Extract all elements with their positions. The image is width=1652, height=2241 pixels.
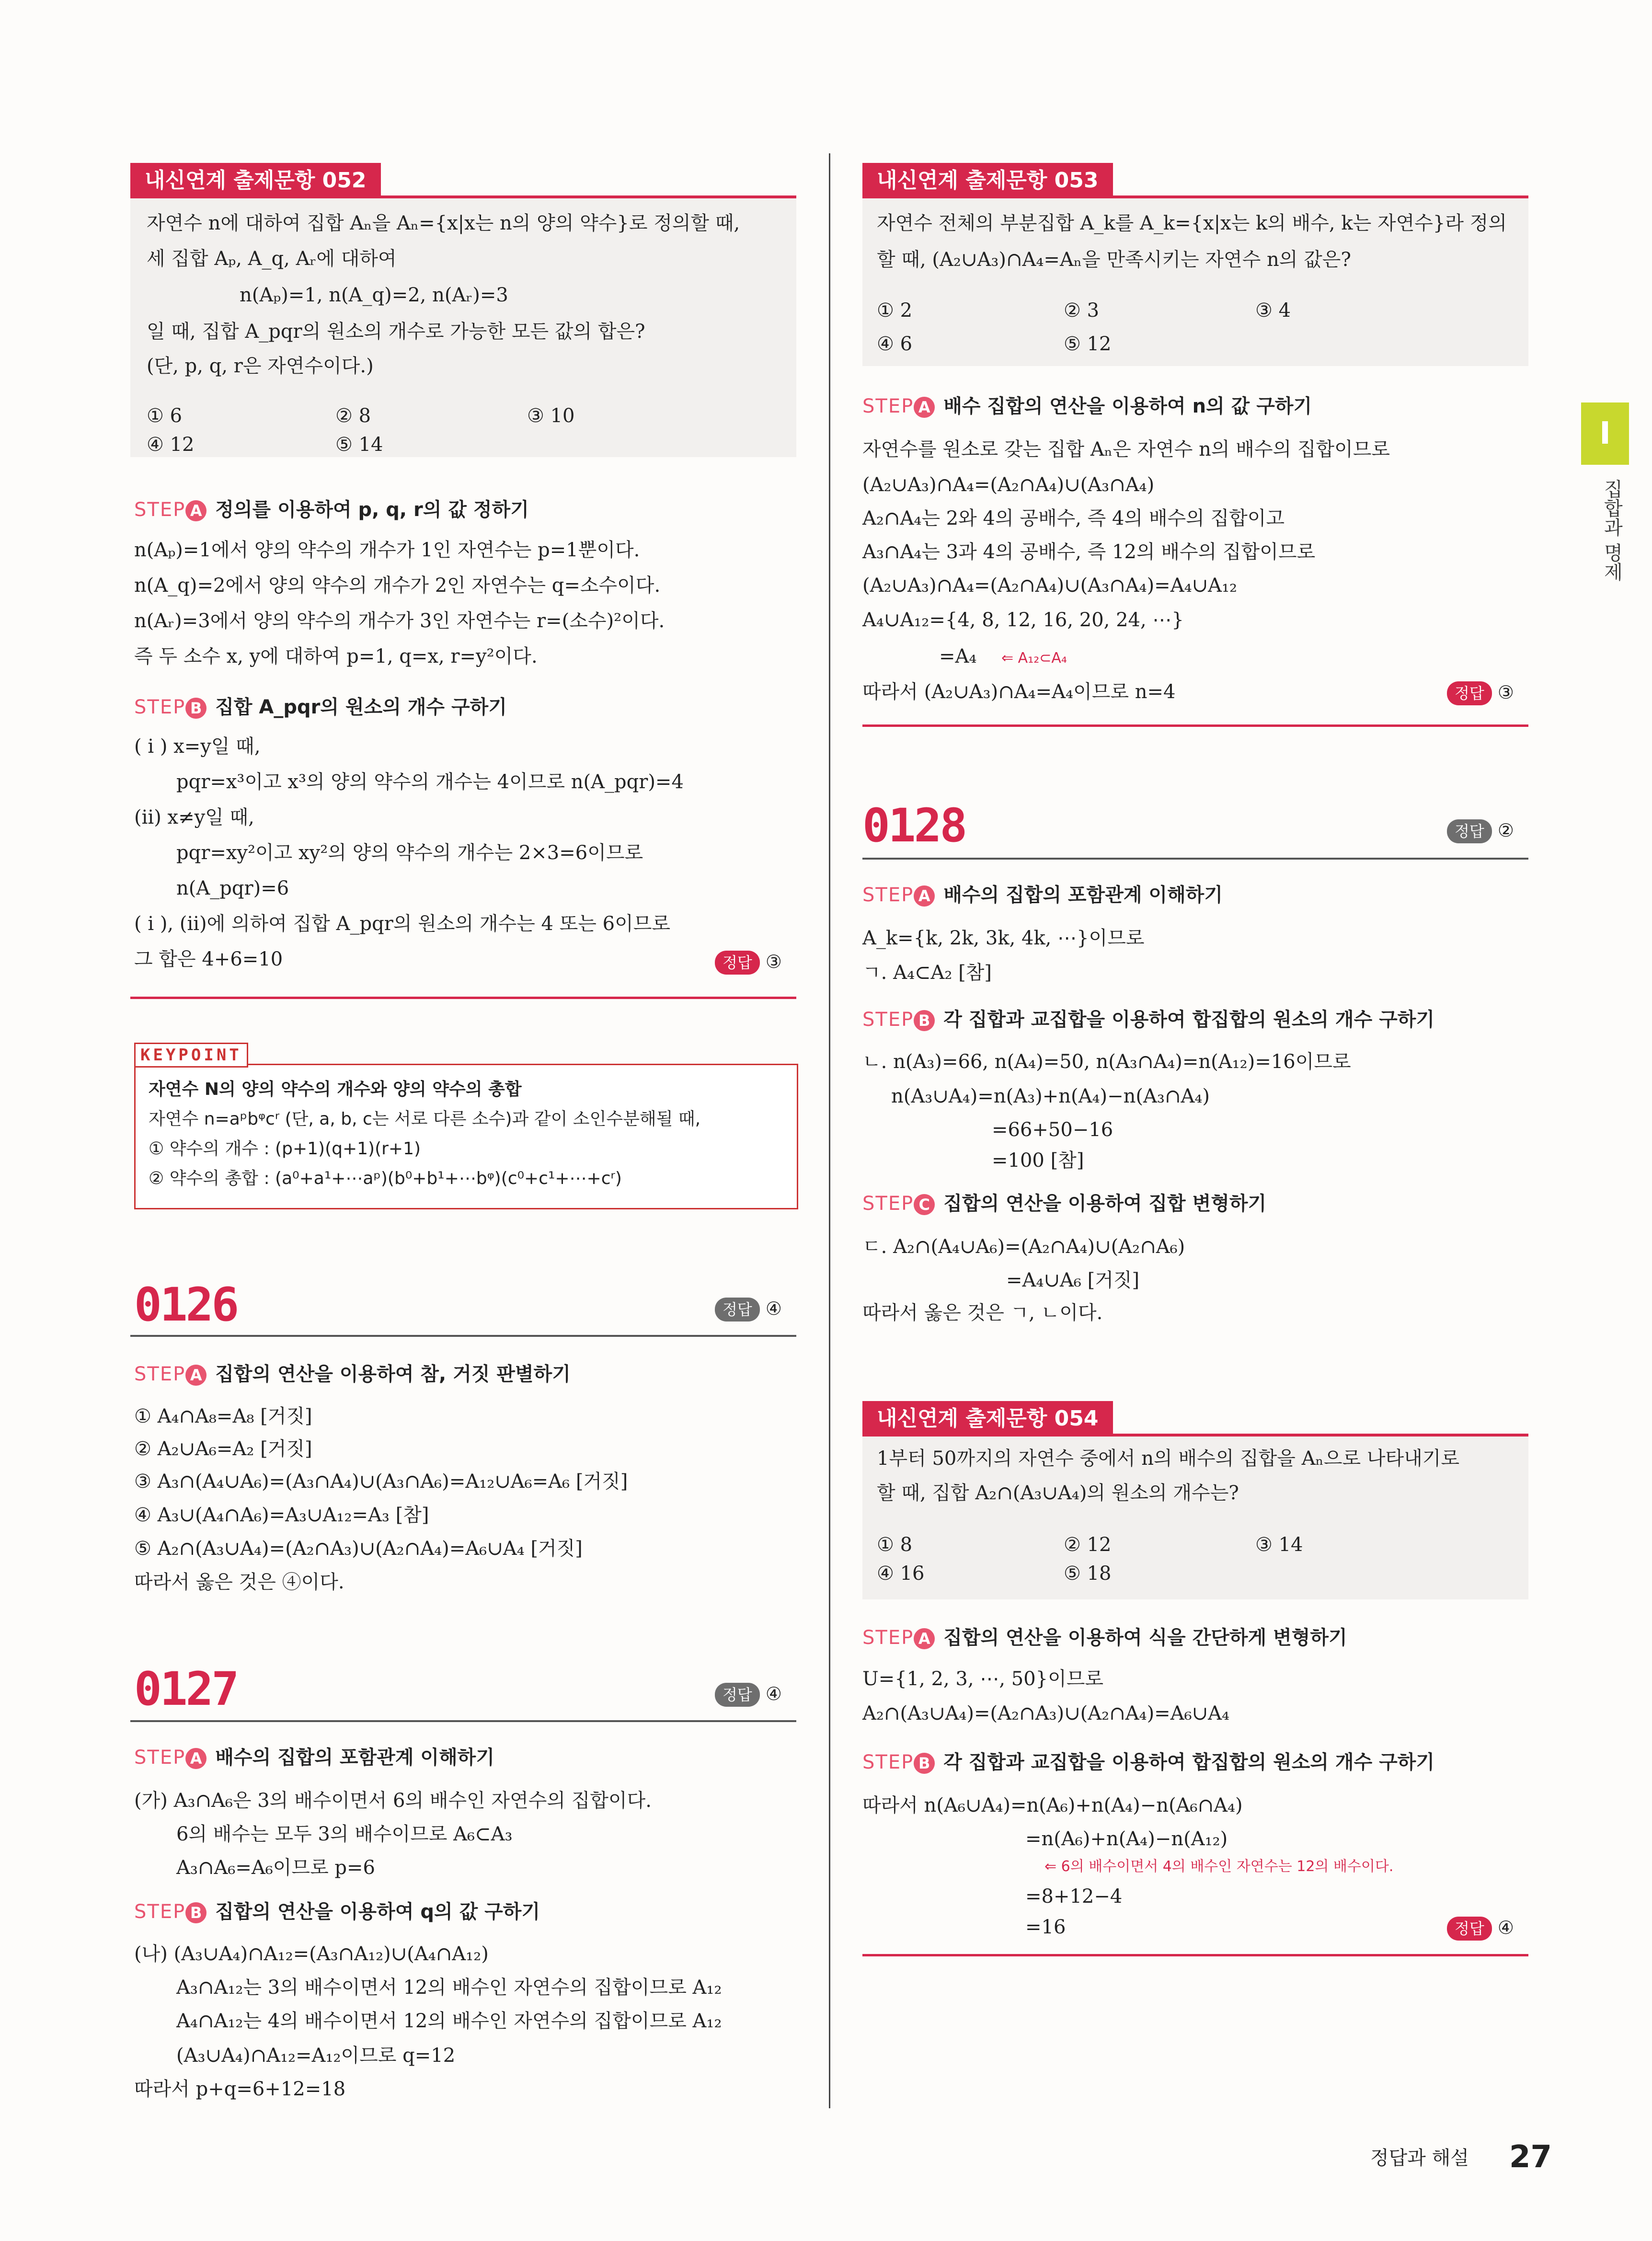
s0128a-line: A_k={k, 2k, 3k, 4k, ⋯}이므로 <box>862 927 1145 949</box>
page-number: 27 <box>1509 2139 1552 2175</box>
banner-052: 내신연계 출제문항 052 <box>130 163 381 198</box>
step-circle: A <box>914 397 935 418</box>
step-a-0127 <box>134 1744 494 1771</box>
answer-value: ③ <box>1497 682 1514 703</box>
chapter-label: 집합과 명제 <box>1601 479 1623 581</box>
s0126a-line: ⑤ A₂∩(A₃∪A₄)=(A₂∩A₃)∪(A₂∩A₄)=A₆∪A₄ [거짓] <box>134 1538 583 1560</box>
step-title: 정의를 이용하여 p, q, r의 값 정하기 <box>215 499 529 521</box>
s054b-line: =16 <box>1025 1916 1066 1938</box>
step-tag: STEP <box>862 1193 914 1215</box>
s0127b-line: (나) (A₃∪A₄)∩A₁₂=(A₃∩A₁₂)∪(A₄∩A₁₂) <box>134 1943 489 1965</box>
s053a-line: (A₂∪A₃)∩A₄=(A₂∩A₄)∪(A₃∩A₄)=A₄∪A₁₂ <box>862 575 1238 597</box>
keypoint-line: 자연수 n=aᵖbᵠcʳ (단, a, b, c는 서로 다른 소수)과 같이 소인수분해될 때, <box>149 1109 701 1129</box>
step-tag: STEP <box>862 884 914 906</box>
step-c-0128 <box>862 1190 1266 1217</box>
section-divider <box>862 724 1528 727</box>
q052-line-5: (단, p, q, r은 자연수이다.) <box>147 355 374 377</box>
step-a-0128 <box>862 882 1223 908</box>
step-circle: A <box>185 1365 206 1386</box>
q053-line-1: 자연수 전체의 부분집합 A_k를 A_k={x|x는 k의 배수, k는 자연수}라 정의 <box>877 212 1507 234</box>
choice-3: ③ 10 <box>527 405 575 427</box>
step-b-0127 <box>134 1898 540 1925</box>
step-title: 집합의 연산을 이용하여 참, 거짓 판별하기 <box>215 1363 571 1385</box>
q052-line-1: 자연수 n에 대하여 집합 Aₙ을 Aₙ={x|x는 n의 양의 약수}로 정의할 때, <box>147 212 740 234</box>
s054a-line: A₂∩(A₃∪A₄)=(A₂∩A₃)∪(A₂∩A₄)=A₆∪A₄ <box>862 1702 1230 1724</box>
s054b-line: =n(A₆)+n(A₄)−n(A₁₂) <box>1025 1828 1228 1850</box>
step-a-053 <box>862 393 1312 420</box>
answer-052 <box>715 950 782 975</box>
choice-2: ② 3 <box>1064 299 1100 322</box>
step-title: 집합의 연산을 이용하여 q의 값 구하기 <box>215 1901 540 1923</box>
keypoint-line: ② 약수의 총합 : (a⁰+a¹+⋯aᵖ)(b⁰+b¹+⋯bᵠ)(c⁰+c¹+⋯+cʳ) <box>149 1169 622 1188</box>
s052b-line: pqr=xy²이고 xy²의 양의 약수의 개수는 2×3=6이므로 <box>176 842 643 864</box>
step-a-0126 <box>134 1361 571 1388</box>
section-divider <box>862 1954 1528 1956</box>
q054-line-2: 할 때, 집합 A₂∩(A₃∪A₄)의 원소의 개수는? <box>877 1482 1239 1504</box>
question-rule <box>130 1720 796 1722</box>
step-circle: C <box>914 1194 935 1215</box>
section-divider <box>130 997 796 999</box>
s0126a-line: 따라서 옳은 것은 ④이다. <box>134 1571 344 1593</box>
footer-label: 정답과 해설 <box>1370 2147 1469 2169</box>
choice-1: ① 8 <box>877 1534 913 1556</box>
choice-5: ⑤ 18 <box>1064 1563 1112 1585</box>
s052a-line: n(A_q)=2에서 양의 약수의 개수가 2인 자연수는 q=소수이다. <box>134 575 661 597</box>
answer-0126 <box>715 1297 782 1322</box>
step-tag: STEP <box>134 499 186 521</box>
step-tag: STEP <box>862 1751 914 1773</box>
s0127b-line: 따라서 p+q=6+12=18 <box>134 2078 346 2100</box>
s052b-line: n(A_pqr)=6 <box>176 877 289 899</box>
s0128c-line: ㄷ. A₂∩(A₄∪A₆)=(A₂∩A₄)∪(A₂∩A₆) <box>862 1236 1185 1258</box>
answer-pill: 정답 <box>1447 681 1492 705</box>
s052b-line: ( i ), (ii)에 의하여 집합 A_pqr의 원소의 개수는 4 또는 6이므로 <box>134 913 671 935</box>
step-tag: STEP <box>134 1901 186 1923</box>
answer-pill: 정답 <box>715 951 760 975</box>
s0128c-line: =A₄∪A₆ [거짓] <box>1006 1269 1140 1291</box>
s053a-line: A₂∩A₄는 2와 4의 공배수, 즉 4의 배수의 집합이고 <box>862 507 1285 529</box>
answer-value: ③ <box>765 951 782 972</box>
question-number-0127: 0127 <box>134 1662 238 1716</box>
step-circle: B <box>185 698 206 719</box>
step-tag: STEP <box>862 1627 914 1649</box>
q052-line-2: 세 집합 Aₚ, A_q, Aᵣ에 대하여 <box>147 248 397 270</box>
s0127a-line: 6의 배수는 모두 3의 배수이므로 A₆⊂A₃ <box>176 1823 513 1845</box>
step-b-052 <box>134 694 507 721</box>
question-rule <box>862 858 1528 860</box>
s0126a-line: ① A₄∩A₈=A₈ [거짓] <box>134 1405 312 1427</box>
step-title: 집합의 연산을 이용하여 집합 변형하기 <box>943 1193 1267 1215</box>
answer-pill: 정답 <box>715 1298 760 1322</box>
step-circle: B <box>185 1902 206 1923</box>
step-b-054 <box>862 1749 1434 1776</box>
s054b-line: =8+12−4 <box>1025 1885 1123 1908</box>
step-circle: A <box>914 1628 935 1649</box>
keypoint-line: ① 약수의 개수 : (p+1)(q+1)(r+1) <box>149 1139 421 1159</box>
s0128a-line: ㄱ. A₄⊂A₂ [참] <box>862 962 992 984</box>
step-a-052 <box>134 496 529 523</box>
answer-value: ④ <box>765 1683 782 1704</box>
annotation-note: ⇐ A₁₂⊂A₄ <box>1001 650 1067 667</box>
answer-pill: 정답 <box>1447 819 1492 843</box>
column-divider <box>829 153 830 2108</box>
s0126a-line: ③ A₃∩(A₄∪A₆)=(A₃∩A₄)∪(A₃∩A₆)=A₁₂∪A₆=A₆ [거짓] <box>134 1471 628 1493</box>
s052a-line: n(Aᵣ)=3에서 양의 약수의 개수가 3인 자연수는 r=(소수)²이다. <box>134 610 665 632</box>
s054a-line: U={1, 2, 3, ⋯, 50}이므로 <box>862 1668 1104 1690</box>
choice-2: ② 12 <box>1064 1534 1112 1556</box>
s052b-line: (ii) x≠y일 때, <box>134 806 254 828</box>
s053a-line: =A₄ <box>939 645 977 667</box>
s053a-line: (A₂∪A₃)∩A₄=(A₂∩A₄)∪(A₃∩A₄) <box>862 474 1155 496</box>
step-a-054 <box>862 1624 1347 1651</box>
answer-0128 <box>1447 818 1514 843</box>
s0127b-line: (A₃∪A₄)∩A₁₂=A₁₂이므로 q=12 <box>176 2045 456 2067</box>
s0128c-line: 따라서 옳은 것은 ㄱ, ㄴ이다. <box>862 1302 1103 1324</box>
step-title: 각 집합과 교집합을 이용하여 합집합의 원소의 개수 구하기 <box>943 1009 1435 1031</box>
step-b-0128 <box>862 1006 1434 1033</box>
s0127a-line: A₃∩A₆=A₆이므로 p=6 <box>176 1857 376 1879</box>
choice-4: ④ 16 <box>877 1563 925 1585</box>
choice-2: ② 8 <box>335 405 371 427</box>
s054b-line: 따라서 n(A₆∪A₄)=n(A₆)+n(A₄)−n(A₆∩A₄) <box>862 1794 1243 1816</box>
answer-053 <box>1447 680 1514 705</box>
s0126a-line: ④ A₃∪(A₄∩A₆)=A₃∪A₁₂=A₃ [참] <box>134 1504 429 1526</box>
step-title: 집합 A_pqr의 원소의 개수 구하기 <box>215 696 507 718</box>
step-circle: A <box>185 1748 206 1769</box>
s052b-line: 그 합은 4+6=10 <box>134 948 283 970</box>
q052-line-3: n(Aₚ)=1, n(A_q)=2, n(Aᵣ)=3 <box>240 284 508 306</box>
answer-pill: 정답 <box>715 1683 760 1707</box>
choice-1: ① 6 <box>147 405 183 427</box>
s053a-line: A₃∩A₄는 3과 4의 공배수, 즉 12의 배수의 집합이므로 <box>862 541 1316 563</box>
banner-054: 내신연계 출제문항 054 <box>862 1401 1113 1437</box>
step-tag: STEP <box>862 395 914 417</box>
s0128b-line: n(A₃∪A₄)=n(A₃)+n(A₄)−n(A₃∩A₄) <box>891 1085 1210 1107</box>
step-circle: B <box>914 1753 935 1774</box>
question-rule <box>130 1335 796 1337</box>
step-title: 배수의 집합의 포함관계 이해하기 <box>943 884 1223 906</box>
step-circle: A <box>185 500 206 521</box>
step-title: 배수 집합의 연산을 이용하여 n의 값 구하기 <box>943 395 1312 417</box>
choice-4: ④ 6 <box>877 333 913 355</box>
answer-0127 <box>715 1682 782 1707</box>
q053-line-2: 할 때, (A₂∪A₃)∩A₄=Aₙ을 만족시키는 자연수 n의 값은? <box>877 249 1351 271</box>
annotation-note: ⇐ 6의 배수이면서 4의 배수인 자연수는 12의 배수이다. <box>1044 1858 1394 1875</box>
s052a-line: n(Aₚ)=1에서 양의 약수의 개수가 1인 자연수는 p=1뿐이다. <box>134 539 640 561</box>
choice-5: ⑤ 12 <box>1064 333 1112 355</box>
step-title: 각 집합과 교집합을 이용하여 합집합의 원소의 개수 구하기 <box>943 1751 1435 1773</box>
s0128b-line: =66+50−16 <box>992 1119 1113 1141</box>
answer-value: ② <box>1497 820 1514 841</box>
step-tag: STEP <box>134 1747 186 1769</box>
s053a-line: 자연수를 원소로 갖는 집합 Aₙ은 자연수 n의 배수의 집합이므로 <box>862 438 1390 460</box>
choice-1: ① 2 <box>877 299 913 322</box>
answer-054 <box>1447 1916 1514 1941</box>
chapter-tab: I <box>1581 402 1629 465</box>
step-title: 집합의 연산을 이용하여 식을 간단하게 변형하기 <box>943 1627 1347 1649</box>
keypoint-label: KEYPOINT <box>134 1043 248 1068</box>
step-tag: STEP <box>862 1009 914 1031</box>
step-tag: STEP <box>134 1363 186 1385</box>
q054-line-1: 1부터 50까지의 자연수 중에서 n의 배수의 집합을 Aₙ으로 나타내기로 <box>877 1448 1460 1470</box>
s053a-line: 따라서 (A₂∪A₃)∩A₄=A₄이므로 n=4 <box>862 681 1176 703</box>
s0127a-line: (가) A₃∩A₆은 3의 배수이면서 6의 배수인 자연수의 집합이다. <box>134 1790 652 1812</box>
step-title: 배수의 집합의 포함관계 이해하기 <box>215 1747 494 1769</box>
s052a-line: 즉 두 소수 x, y에 대하여 p=1, q=x, r=y²이다. <box>134 645 538 667</box>
s053a-line: A₄∪A₁₂={4, 8, 12, 16, 20, 24, ⋯} <box>862 609 1184 631</box>
answer-pill: 정답 <box>1447 1917 1492 1941</box>
question-number-0128: 0128 <box>862 799 966 852</box>
banner-053: 내신연계 출제문항 053 <box>862 163 1113 198</box>
answer-value: ④ <box>1497 1917 1514 1938</box>
step-circle: B <box>914 1010 935 1031</box>
s0126a-line: ② A₂∪A₆=A₂ [거짓] <box>134 1438 312 1460</box>
choice-3: ③ 14 <box>1255 1534 1303 1556</box>
choice-4: ④ 12 <box>147 434 195 456</box>
step-tag: STEP <box>134 696 186 718</box>
s0127b-line: A₄∩A₁₂는 4의 배수이면서 12의 배수인 자연수의 집합이므로 A₁₂ <box>176 2010 722 2032</box>
s0128b-line: =100 [참] <box>992 1149 1084 1172</box>
answer-value: ④ <box>765 1298 782 1319</box>
q052-line-4: 일 때, 집합 A_pqr의 원소의 개수로 가능한 모든 값의 합은? <box>147 321 645 343</box>
s0127b-line: A₃∩A₁₂는 3의 배수이면서 12의 배수인 자연수의 집합이므로 A₁₂ <box>176 1977 722 1999</box>
s052b-line: pqr=x³이고 x³의 양의 약수의 개수는 4이므로 n(A_pqr)=4 <box>176 771 684 793</box>
s0128b-line: ㄴ. n(A₃)=66, n(A₄)=50, n(A₃∩A₄)=n(A₁₂)=16이므로 <box>862 1051 1351 1073</box>
s052b-line: ( i ) x=y일 때, <box>134 736 261 758</box>
question-number-0126: 0126 <box>134 1278 238 1332</box>
step-circle: A <box>914 885 935 907</box>
choice-3: ③ 4 <box>1255 299 1291 322</box>
keypoint-title: 자연수 N의 양의 약수의 개수와 양의 약수의 총합 <box>149 1080 522 1099</box>
choice-5: ⑤ 14 <box>335 434 383 456</box>
